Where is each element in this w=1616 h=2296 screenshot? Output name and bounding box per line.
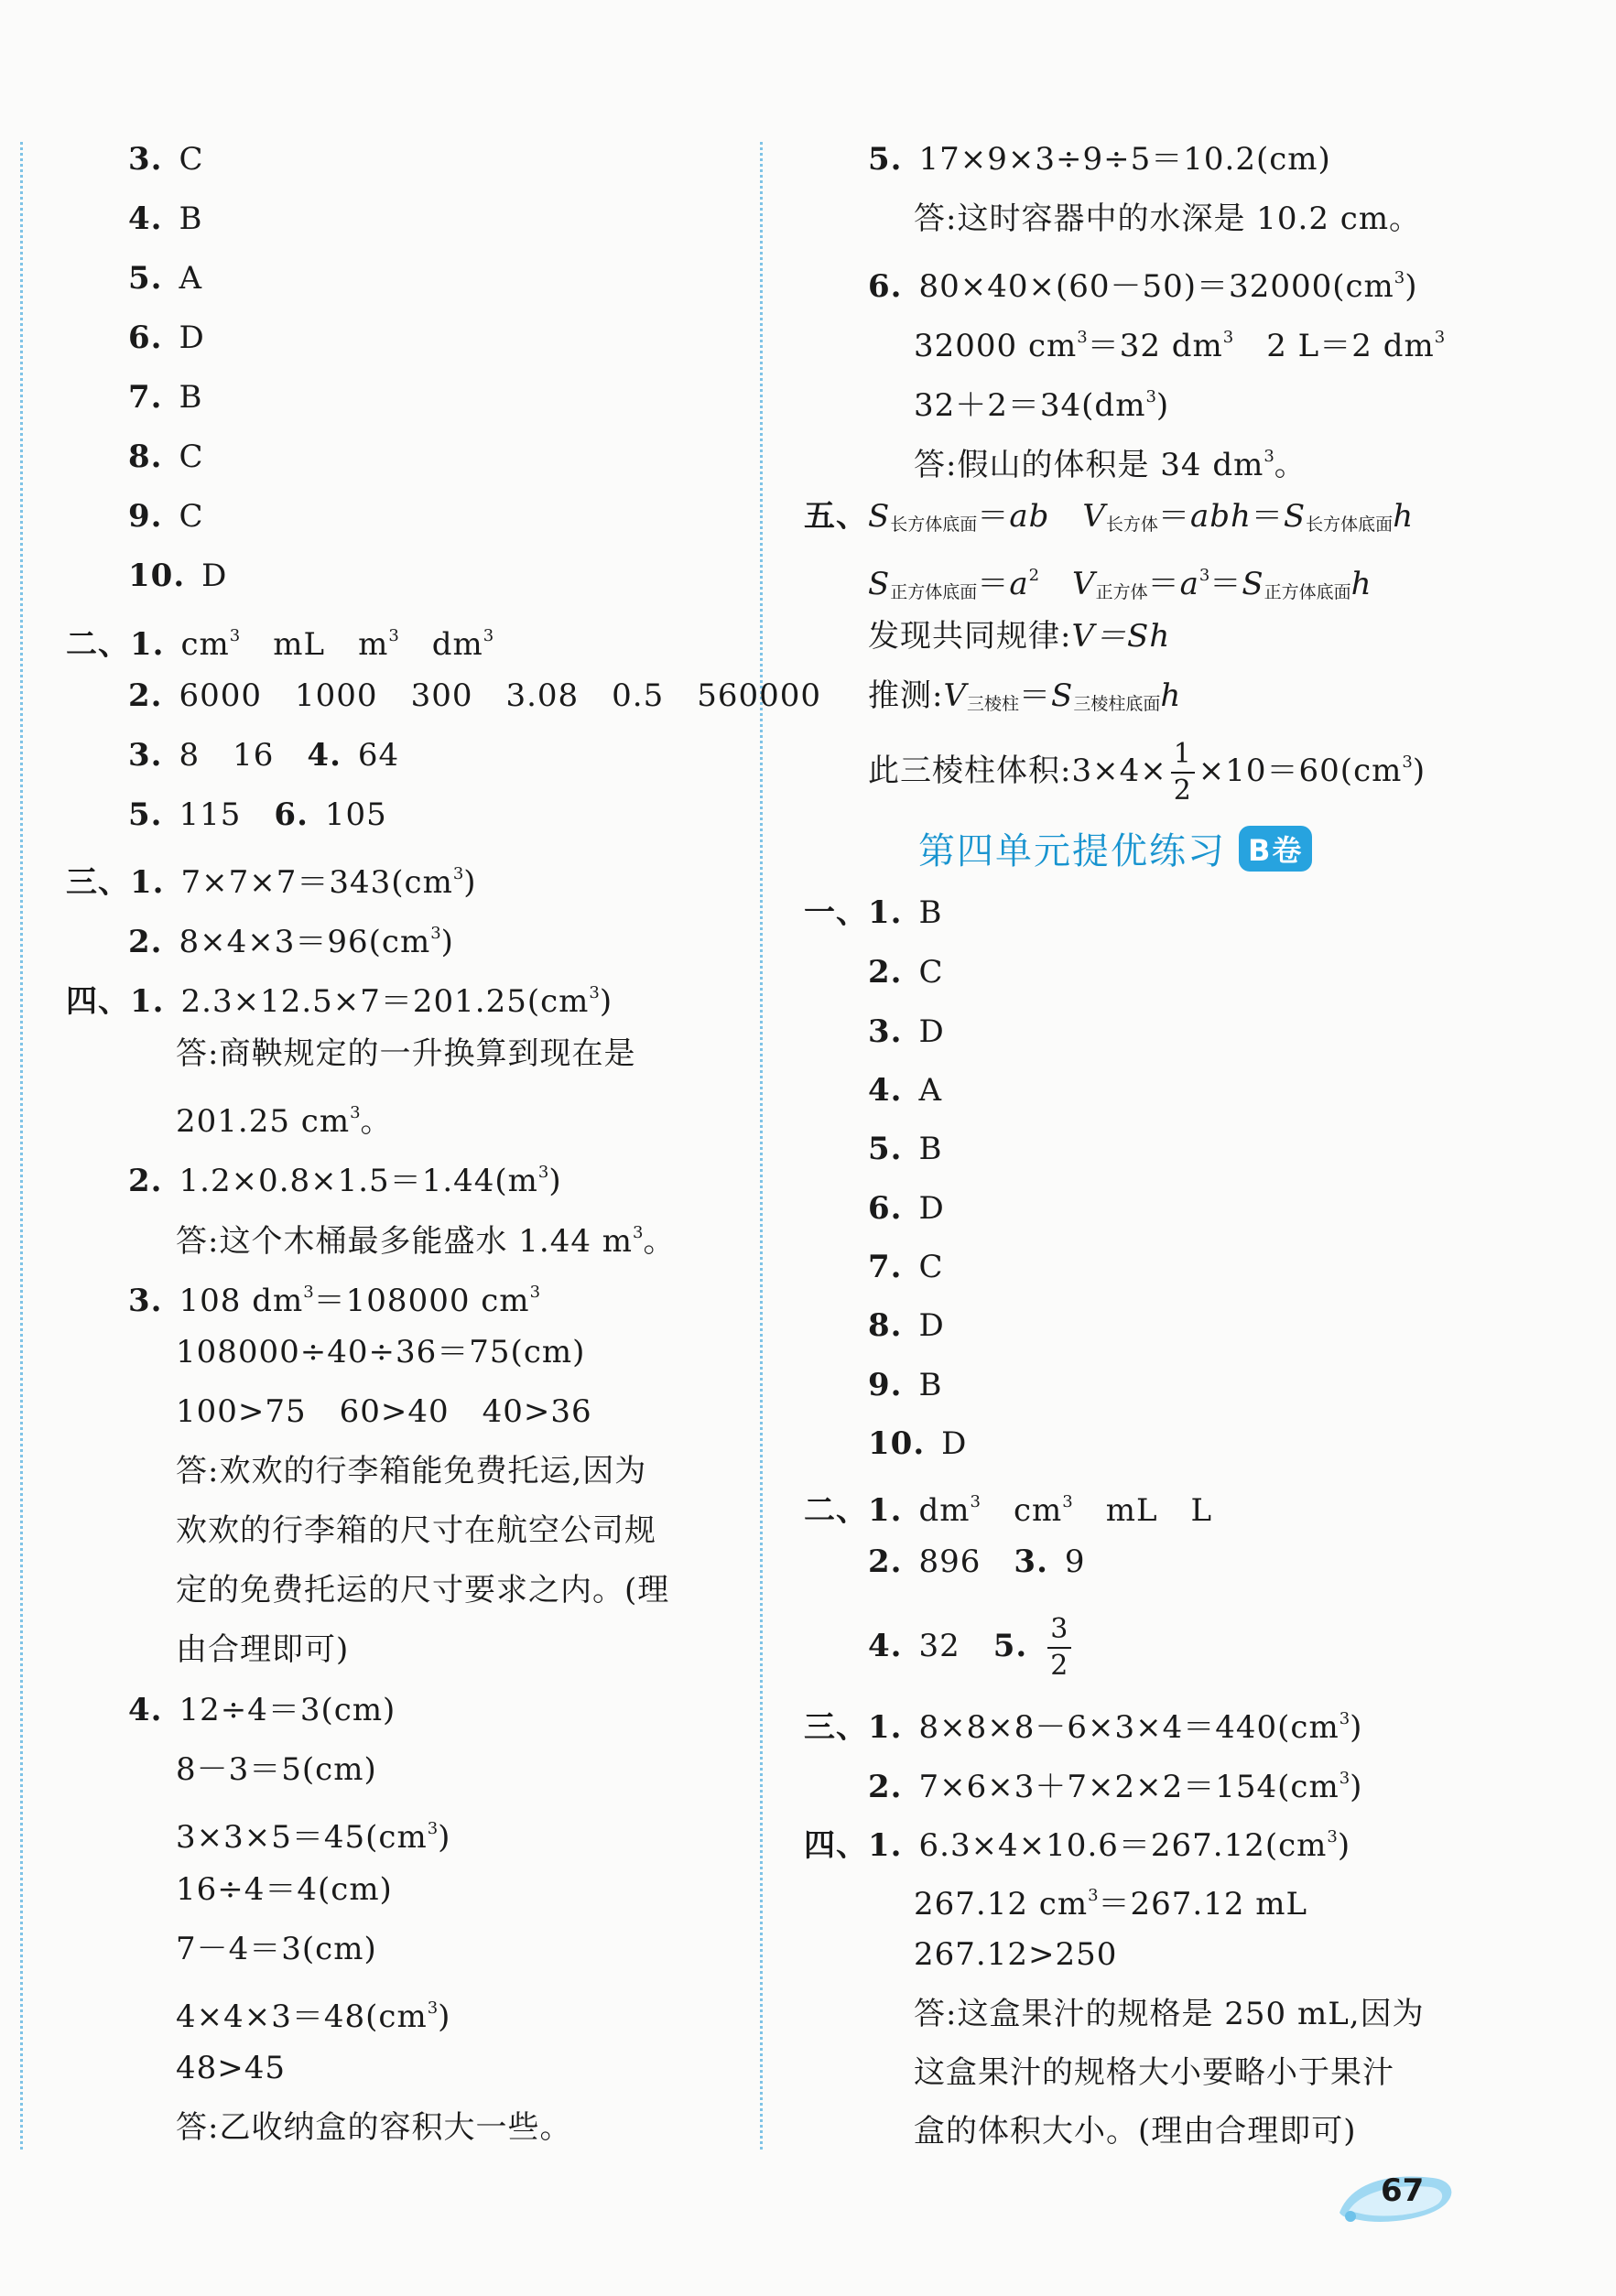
section-5-volume: 此三棱柱体积:3×4× $\frac{1}{2}$ $\times 10=60(cm^3)$	[868, 738, 1426, 807]
equation: 267.12 $cm^3=267.12$ mL	[914, 1886, 1308, 1922]
answer-text: 答:这时容器中的水深是 10.2 cm。	[914, 200, 1422, 237]
equation: $32+2=34(dm^3)$	[914, 387, 1170, 424]
section-2-q1: 二、1. $cm^3$ mL $m^3$ $dm^3$	[66, 626, 494, 663]
section-3-q1: 三、1. $8\times 8\times 8-6\times 3\times 4=440(cm^3)$	[804, 1709, 1363, 1746]
section-4-q6: 6. $80\times 40\times(60-50)=32000(cm^3)$	[868, 268, 1418, 305]
section-2-q1: 二、1. $dm^3$ $cm^3$ mL L	[804, 1492, 1213, 1529]
section-2-q2: 2. 6000 1000 300 3.08 0.5 560000	[128, 677, 822, 714]
section-4-q1: 四、1. $6.3\times 4\times 10.6=267.12(cm^3)$	[804, 1827, 1351, 1864]
center-column-divider	[760, 142, 763, 2150]
answer-row: 10. D	[868, 1425, 968, 1462]
answer-row: 6. D	[128, 319, 205, 356]
answer-row: 5. A	[128, 260, 203, 297]
answer-row: 8. C	[128, 439, 204, 475]
equation: 108000÷40÷36＝75(cm)	[176, 1334, 586, 1370]
answer-text: 答:乙收纳盒的容积大一些。	[176, 2109, 572, 2146]
section-4-q2: 2. $1.2\times 0.8\times 1.5=1.44(m^3)$	[128, 1163, 562, 1199]
section-3-q2: 2. $7\times 6\times 3+7\times 2\times 2=154(cm^3)$	[868, 1769, 1363, 1805]
answer-row: 9. C	[128, 498, 204, 535]
answer-text: 欢欢的行李箱的尺寸在航空公司规	[176, 1512, 656, 1549]
section-4-q1: 四、1. $2.3\times 12.5\times 7=201.25(cm^3)$	[66, 983, 613, 1020]
answer-row: 3. D	[868, 1013, 945, 1050]
answer-text: 答:假山的体积是 34 $dm^3$。	[914, 447, 1307, 483]
left-margin-guide	[20, 142, 23, 2150]
answer-text: 由合理即可)	[176, 1631, 350, 1668]
answer-text: 答:欢欢的行李箱能免费托运,因为	[176, 1453, 647, 1489]
answer-text: 201.25 $cm^3$。	[176, 1103, 393, 1140]
answer-row: 5. B	[868, 1131, 943, 1167]
answer-row: 一、1. B	[804, 894, 943, 931]
comparison: 267.12>250	[914, 1936, 1118, 1973]
unit-title: 第四单元提优练习 B卷	[918, 822, 1312, 874]
b-volume-badge: B卷	[1239, 826, 1312, 872]
section-2-q2-q3: 2. 896 3. 9	[868, 1543, 1086, 1580]
answer-row: 7. C	[868, 1249, 944, 1285]
answer-text: 答:这盒果汁的规格是 250 mL,因为	[914, 1996, 1425, 2032]
equation: 32000 $cm^3=32$ $dm^3$ 2 L＝2 $dm^3$	[914, 328, 1446, 364]
answer-row: 6. D	[868, 1190, 945, 1227]
section-5-rule: 发现共同规律:V＝Sh	[868, 618, 1171, 655]
answer-text: 定的免费托运的尺寸要求之内。(理	[176, 1572, 670, 1608]
equation: 7－4＝3(cm)	[176, 1931, 377, 1967]
section-4-q3: 3. 108 $dm^3=108000$ $cm^3$	[128, 1283, 541, 1319]
answer-row: 8. D	[868, 1307, 945, 1344]
section-2-q4-q5: 4. 32 5. $\frac{3}{2}$	[868, 1616, 1075, 1680]
page-number: 67	[1381, 2172, 1425, 2209]
answer-row: 10. D	[128, 558, 228, 594]
equation: 16÷4＝4(cm)	[176, 1871, 393, 1908]
comparison: 100>75 60>40 40>36	[176, 1393, 592, 1430]
section-3-q1: 三、1. $7\times 7\times 7=343(cm^3)$	[66, 864, 477, 901]
answer-text: 答:商鞅规定的一升换算到现在是	[176, 1035, 636, 1072]
answer-row: 4. B	[128, 200, 203, 237]
fraction: $\frac{3}{2}$	[1047, 1616, 1071, 1680]
comparison: 48>45	[176, 2050, 287, 2086]
section-5-formula-1: 五、$S_{长方体底面}=ab$ $V_{长方体}=abh=S_{长方体底面}h$	[804, 498, 1415, 535]
equation: $4\times 4\times 3=48(cm^3)$	[176, 1998, 451, 2035]
section-4-q5: 5. 17×9×3÷9÷5＝10.2(cm)	[868, 141, 1331, 178]
section-4-q4: 4. 12÷4＝3(cm)	[128, 1692, 396, 1728]
answer-text: 盒的体积大小。(理由合理即可)	[914, 2113, 1357, 2150]
section-2-q3-q4: 3. 8 16 4. 64	[128, 737, 400, 774]
equation: 8－3＝5(cm)	[176, 1751, 377, 1788]
section-5-guess: 推测$:V_{三棱柱}=S_{三棱柱底面}h$	[868, 677, 1182, 714]
answer-row: 9. B	[868, 1367, 943, 1403]
answer-row: 7. B	[128, 379, 203, 416]
fraction: $\frac{1}{2}$	[1171, 741, 1195, 805]
answer-row: 3. C	[128, 141, 204, 178]
section-5-formula-2: $S_{正方体底面}=a^2$ $V_{正方体}=a^3=S_{正方体底面}h$	[868, 566, 1372, 602]
answer-row: 2. C	[868, 954, 944, 991]
answer-text: 答:这个木桶最多能盛水 1.44 $m^3$。	[176, 1223, 676, 1260]
answer-row: 4. A	[868, 1072, 943, 1109]
equation: $3\times 3\times 5=45(cm^3)$	[176, 1819, 451, 1856]
answer-text: 这盒果汁的规格大小要略小于果汁	[914, 2054, 1394, 2091]
section-3-q2: 2. $8\times 4\times 3=96(cm^3)$	[128, 924, 454, 960]
section-2-q5-q6: 5. 115 6. 105	[128, 796, 387, 833]
